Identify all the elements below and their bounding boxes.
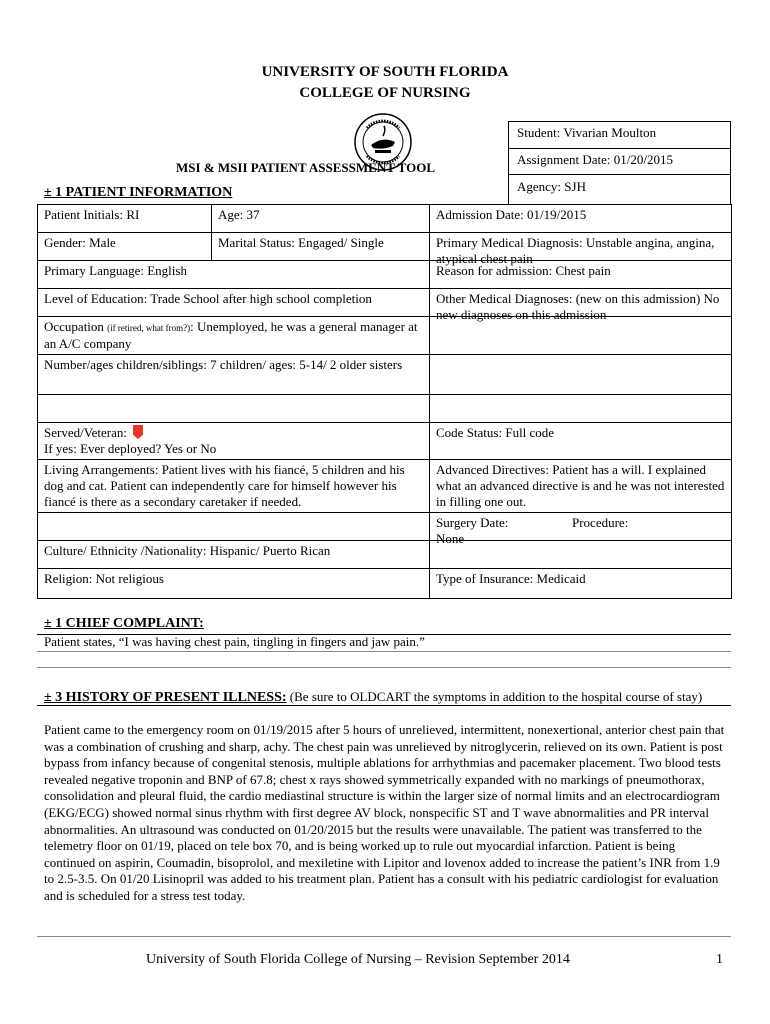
occupation-note: (if retired, what from?) <box>107 323 191 333</box>
student-name: Student: Vivarian Moulton <box>508 121 731 149</box>
divider <box>37 667 731 668</box>
occupation <box>38 317 430 355</box>
hpi-text: Patient came to the emergency room on 01/19/2015 after 5 hours of unrelieved, intermittent, nonexertional, anterior chest pain that was a combination of crushing and sharp, achy. The chest pain was unrelieved by nitroglycerin, relieved on its own. Patient is post bypass from infancy because of congenital stenosis, multiple ablations for arrhythmias and pacemaker placement. Two blood tests revealed negative troponin and BNP of 67.8; chest x rays showed symmetrically expanded with no markings of pneumothorax, consolidation and pleural fluid, the cardio mediastinal structure is within the larger size of normal limits and an electrocardiogram (EKG/ECG) showed normal sinus rhythm with first degree AV block, nonspecific ST and T wave abnormalities and PR interval abnormalities. An ultrasound was conducted on 01/20/2015 but the results were unavailable. The patient was transferred to the telemetry floor on 01/19, placed on tele box 70, and is being worked up to rule out myocardial infarction. Patient is being continued on aspirin, Coumadin, bisoprolol, and mexiletine with Lipitor and lovenox added to increase the patient’s INR from 1.9 to 2.5-3.5. On 01/20 Lisinopril was added to his treatment plan. Patient has a consult with his pediatric cardiologist for evaluation and is scheduled for a stress test today. <box>44 722 725 903</box>
reason-for-admission: Reason for admission: Chest pain <box>430 261 732 289</box>
occupation-label: Occupation <box>44 319 104 334</box>
footer-divider <box>37 936 731 937</box>
empty-cell <box>38 395 430 423</box>
living-arrangements: Living Arrangements: Patient lives with his fiancé, 5 children and his dog and cat. Patient can independently care for himself however his fiancé is there as a secondary caretaker if needed. <box>38 460 430 513</box>
veteran-label: Served/Veteran: <box>44 425 128 440</box>
culture-ethnicity: Culture/ Ethnicity /Nationality: Hispanic/ Puerto Rican <box>38 541 430 569</box>
marital-status: Marital Status: Engaged/ Single <box>212 233 430 261</box>
admission-date: Admission Date: 01/19/2015 <box>430 205 732 233</box>
hpi-title: ± 3 HISTORY OF PRESENT ILLNESS: <box>44 690 287 705</box>
empty-cell <box>430 395 732 423</box>
college-title: COLLEGE OF NURSING <box>299 85 471 101</box>
insurance-type: Type of Insurance: Medicaid <box>430 569 732 599</box>
tool-title: MSI & MSII PATIENT ASSESSMENT TOOL <box>176 160 436 175</box>
advanced-directives: Advanced Directives: Patient has a will. I explained what an advanced directive is and he was not interested in filling one out. <box>430 460 732 513</box>
page-number: 1 <box>716 952 723 967</box>
hpi-instruction: (Be sure to OLDCART the symptoms in addition to the hospital course of stay) <box>286 689 703 704</box>
surgery-cell <box>430 513 732 546</box>
chief-complaint-title: ± 1 CHIEF COMPLAINT: <box>44 616 204 631</box>
divider <box>37 651 731 652</box>
code-status: Code Status: Full code <box>430 423 732 460</box>
other-diagnoses: Other Medical Diagnoses: (new on this admission) No new diagnoses on this admission <box>436 291 720 322</box>
other-dx-cell <box>430 289 732 322</box>
agency: Agency: SJH <box>508 174 731 205</box>
patient-info-title: ± 1 PATIENT INFORMATION <box>44 185 233 200</box>
patient-age: Age: 37 <box>212 205 430 233</box>
patient-info-table <box>37 204 732 599</box>
gender: Gender: Male <box>38 233 212 261</box>
deployed-question: If yes: Ever deployed? Yes or No <box>44 441 217 456</box>
hpi-header <box>44 689 728 707</box>
patient-initials: Patient Initials: RI <box>38 205 212 233</box>
children-siblings: Number/ages children/siblings: 7 children/ ages: 5-14/ 2 older sisters <box>38 355 430 395</box>
occupation-value: : Unemployed, he was a general manager at an A/C company <box>44 319 418 351</box>
surgery-date: Surgery Date: <box>436 515 509 530</box>
empty-cell <box>38 513 430 541</box>
surgery-value: None <box>436 531 465 546</box>
primary-diagnosis: Primary Medical Diagnosis: Unstable angina, angina, atypical chest pain <box>436 235 715 266</box>
university-title: UNIVERSITY OF SOUTH FLORIDA <box>261 64 509 80</box>
flag-icon <box>133 425 143 439</box>
procedure: Procedure: <box>572 515 629 530</box>
footer-text: University of South Florida College of Nursing – Revision September 2014 <box>146 952 570 967</box>
education-level: Level of Education: Trade School after high school completion <box>38 289 430 317</box>
religion: Religion: Not religious <box>38 569 430 599</box>
divider <box>37 705 731 706</box>
primary-dx-cell <box>430 233 732 266</box>
primary-language: Primary Language: English <box>38 261 430 289</box>
assignment-date: Assignment Date: 01/20/2015 <box>508 148 731 175</box>
empty-cell <box>430 355 732 395</box>
chief-complaint-text: Patient states, “I was having chest pain, tingling in fingers and jaw pain.” <box>44 634 425 649</box>
veteran-status <box>38 423 430 460</box>
